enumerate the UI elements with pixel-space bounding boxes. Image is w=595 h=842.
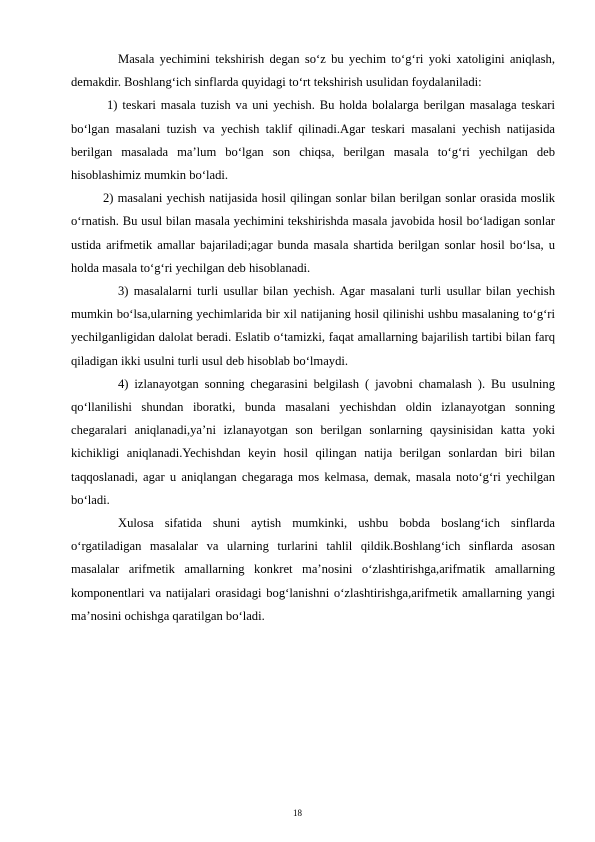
- page-number: 18: [293, 808, 302, 818]
- page-content: [71, 48, 555, 628]
- paragraph-method-2: 2) masalani yechish natijasida hosil qilingan sonlar bilan berilgan sonlar orasida moslik o‘rnatish. Bu usul bilan masala yechimini tekshirishda masala javobida hosil bo‘ladigan sonlar ustida arifmetik amallar bajariladi;agar bunda masala shartida berilgan sonlar hosil bo‘lsa, u holda masala to‘g‘ri yechilgan deb hisoblanadi.: [71, 191, 555, 275]
- paragraph-intro: Masala yechimini tekshirish degan so‘z bu yechim to‘g‘ri yoki xatoligini aniqlash, demakdir. Boshlang‘ich sinflarda quyidagi to‘rt tekshirish usulidan foydalaniladi:: [71, 52, 555, 90]
- paragraph-method-4: 4) izlanayotgan sonning chegarasini belgilash ( javobni chamalash ). Bu usulning qo‘llanilishi shundan iboratki, bunda masalani yechishdan oldin izlanayotgan sonning chegaralari aniqlanadi,ya’ni izlanayotgan son berilgan sonlarning qaysinisidan katta yoki kichikligi aniqlanadi.Yechishdan keyin hosil qilingan natija berilgan sonlardan biri bilan taqqoslanadi, agar u aniqlangan chegaraga mos kelmasa, demak, masala noto‘g‘ri yechilgan bo‘ladi.: [71, 376, 555, 507]
- paragraph-method-3: 3) masalalarni turli usullar bilan yechish. Agar masalani turli usullar bilan yechish mumkin bo‘lsa,ularning yechimlarida bir xil natijaning hosil qilinishi ushbu masalaning to‘g‘ri yechilganligidan dalolat beradi. Eslatib o‘tamizki, faqat amallarning bajarilish tartibi bilan farq qiladigan ikki usulni turli usul deb hisoblab bo‘lmaydi.: [71, 284, 555, 368]
- paragraph-conclusion: Xulosa sifatida shuni aytish mumkinki, ushbu bobda boslang‘ich sinflarda o‘rgatiladigan masalalar va ularning turlarini tahlil qildik.Boshlang‘ich sinflarda asosan masalalar arifmetik amallarning konkret ma’nosini o‘zlashtirishga,arifmatik amallarning komponentlari va natijalari orasidagi bog‘lanishni o‘zlashtirishga,arifmetik amallarning yangi ma’nosini ochishga qaratilgan bo‘ladi.: [71, 516, 555, 623]
- paragraph-method-1: 1) teskari masala tuzish va uni yechish. Bu holda bolalarga berilgan masalaga teskari bo‘lgan masalani tuzish va yechish taklif qilinadi.Agar teskari masalani yechish natijasida berilgan masalada ma’lum bo‘lgan son chiqsa, berilgan masala to‘g‘ri yechilgan deb hisoblashimiz mumkin bo‘ladi.: [71, 98, 555, 183]
